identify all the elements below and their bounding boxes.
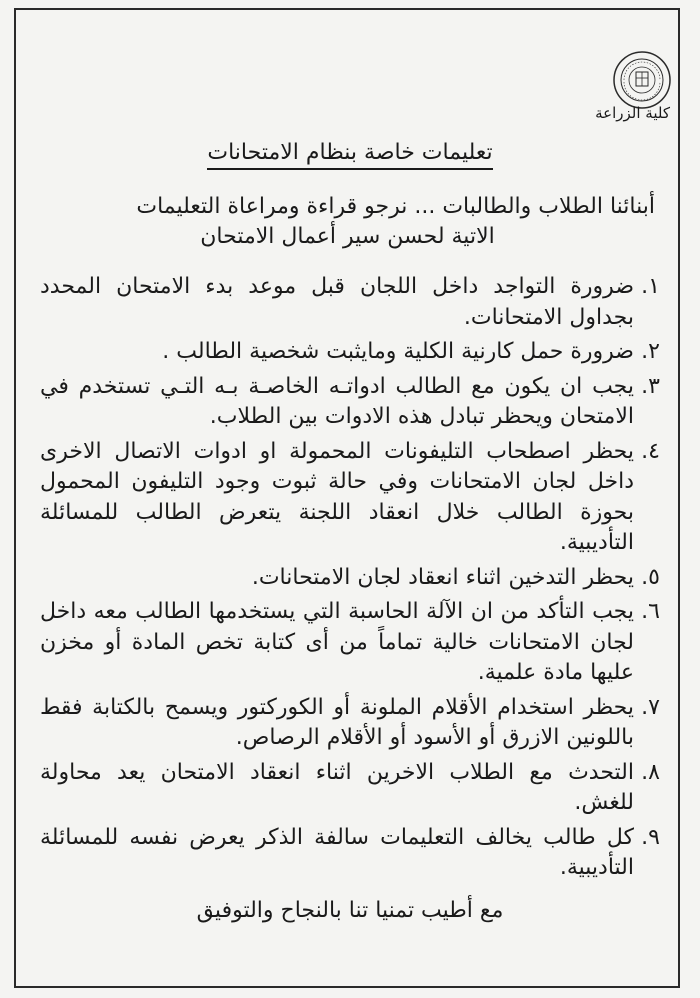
document-title: [0, 140, 700, 165]
rule-text: يجب ان يكون مع الطالب ادواتـه الخاصـة بـه التـي تستخدم في الامتحان ويحظر تبادل هذه الادوات بين الطلاب.: [40, 373, 634, 429]
rule-number: ٨.: [641, 759, 660, 785]
rule-number: ٩.: [641, 824, 660, 850]
intro-line-2: الاتية لحسن سير أعمال الامتحان: [200, 224, 495, 249]
rule-number: ٦.: [641, 599, 660, 624]
rule-text: ضرورة التواجد داخل اللجان قبل موعد بدء الامتحان المحدد بجداول الامتحانات.: [40, 274, 634, 330]
rule-item: [40, 272, 660, 333]
rule-item: [40, 337, 660, 368]
rule-text: ضرورة حمل كارنية الكلية ومايثبت شخصية الطالب .: [162, 339, 634, 364]
rule-item: [40, 372, 660, 433]
rule-item: [40, 823, 660, 884]
rule-text: كل طالب يخالف التعليمات سالفة الذكر يعرض نفسه للمسائلة التأديبية.: [40, 824, 634, 880]
rule-item: [40, 563, 660, 594]
rule-text: يحظر استخدام الأقلام الملونة أو الكوركتور ويسمح بالكتابة فقط باللونين الازرق أو الأسود أو الأقلام الرصاص.: [40, 694, 634, 750]
rule-text: يحظر اصطحاب التليفونات المحمولة او ادوات الاتصال الاخرى داخل لجان الامتحانات وفي حالة ثبوت وجود التليفون المحمول بحوزة الطالب خلال انعقاد اللجنة يتعرض الطالب للمسائلة التأديبية.: [40, 438, 634, 555]
rule-number: ٧.: [641, 694, 660, 720]
rules-list: [40, 272, 660, 888]
rule-text: التحدث مع الطلاب الاخرين اثناء انعقاد الامتحان يعد محاولة للغش.: [40, 759, 634, 815]
intro-line-1: أبنائنا الطلاب والطالبات ... نرجو قراءة ومراعاة التعليمات: [136, 194, 655, 219]
university-seal-icon: [612, 50, 672, 110]
rule-number: ٥.: [641, 564, 660, 590]
faculty-name: كلية الزراعة: [595, 104, 670, 122]
rule-number: ٢.: [641, 339, 660, 364]
rule-item: [40, 437, 660, 559]
closing-line: مع أطيب تمنيا تنا بالنجاح والتوفيق: [196, 898, 504, 923]
rule-text: يحظر التدخين اثناء انعقاد لجان الامتحانات.: [251, 564, 634, 590]
rule-item: [40, 758, 660, 819]
rule-number: ٤.: [641, 438, 660, 464]
rule-text: يجب التأكد من ان الآلة الحاسبة التي يستخدمها الطالب معه داخل لجان الامتحانات خالية تماماً من أى كتابة تخص المادة أو مخزن عليها مادة علمية.: [40, 599, 634, 685]
intro-paragraph: [40, 192, 655, 252]
rule-item: [40, 693, 660, 754]
rule-number: ١.: [641, 274, 660, 299]
rule-item: [40, 597, 660, 689]
rule-number: ٣.: [641, 373, 660, 399]
document-title-text: تعليمات خاصة بنظام الامتحانات: [207, 140, 492, 170]
